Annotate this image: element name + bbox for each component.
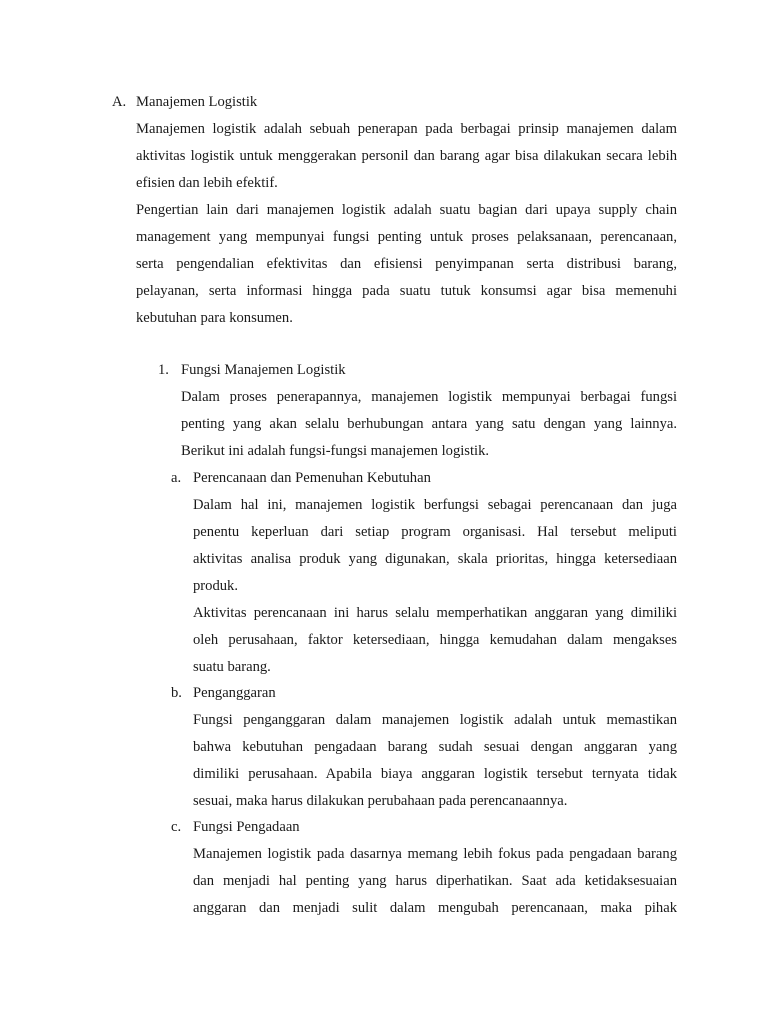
paragraph-line: kebutuhan para konsumen. — [136, 310, 293, 326]
section-a-marker: A. — [112, 94, 127, 110]
paragraph-line: management yang mempunyai fungsi penting untuk proses pelaksanaan, perencanaan, — [136, 229, 677, 245]
paragraph-line: Manajemen logistik pada dasarnya memang lebih fokus pada pengadaan barang — [193, 846, 677, 862]
paragraph-line: aktivitas analisa produk yang digunakan, skala prioritas, hingga ketersediaan — [193, 551, 677, 567]
paragraph-line: Dalam proses penerapannya, manajemen logistik mempunyai berbagai fungsi — [181, 389, 677, 405]
paragraph-line: dimiliki perusahaan. Apabila biaya anggaran logistik tersebut ternyata tidak — [193, 766, 677, 782]
paragraph-line: dan menjadi hal penting yang harus diperhatikan. Saat ada ketidaksesuaian — [193, 873, 677, 889]
item-b-heading: Penganggaran — [193, 685, 276, 701]
paragraph-line: penentu keperluan dari setiap program organisasi. Hal tersebut meliputi — [193, 524, 677, 540]
paragraph-line: efisien dan lebih efektif. — [136, 175, 278, 191]
item-1-marker: 1. — [158, 362, 169, 378]
paragraph-line: sesuai, maka harus dilakukan perubahaan pada perencanaannya. — [193, 793, 568, 809]
paragraph-line: Aktivitas perencanaan ini harus selalu memperhatikan anggaran yang dimiliki — [193, 605, 677, 621]
item-a-heading: Perencanaan dan Pemenuhan Kebutuhan — [193, 470, 431, 486]
item-c-marker: c. — [171, 819, 182, 835]
paragraph-line: Berikut ini adalah fungsi-fungsi manajemen logistik. — [181, 443, 490, 459]
paragraph-line: Manajemen logistik adalah sebuah penerapan pada berbagai prinsip manajemen dalam — [136, 121, 677, 137]
item-b-marker: b. — [171, 685, 182, 701]
paragraph-line: oleh perusahaan, faktor ketersediaan, hingga kemudahan dalam mengakses — [193, 632, 677, 648]
paragraph-line: Dalam hal ini, manajemen logistik berfungsi sebagai perencanaan dan juga — [193, 497, 677, 513]
paragraph-line: penting yang akan selalu berhubungan antara yang satu dengan yang lainnya. — [181, 416, 677, 432]
paragraph-line: Pengertian lain dari manajemen logistik adalah suatu bagian dari upaya supply chain — [136, 202, 677, 218]
paragraph-line: bahwa kebutuhan pengadaan barang sudah sesuai dengan anggaran yang — [193, 739, 677, 755]
item-c-heading: Fungsi Pengadaan — [193, 819, 300, 835]
paragraph-line: Fungsi penganggaran dalam manajemen logistik adalah untuk memastikan — [193, 712, 677, 728]
item-1-heading: Fungsi Manajemen Logistik — [181, 362, 346, 378]
paragraph-line: produk. — [193, 578, 238, 594]
item-a-marker: a. — [171, 470, 182, 486]
paragraph-line: anggaran dan menjadi sulit dalam mengubah perencanaan, maka pihak — [193, 900, 677, 916]
paragraph-line: suatu barang. — [193, 659, 271, 675]
paragraph-line: serta pengendalian efektivitas dan efisiensi penyimpanan serta distribusi barang, — [136, 256, 677, 272]
paragraph-line: aktivitas logistik untuk menggerakan personil dan barang agar bisa dilakukan secara lebih — [136, 148, 677, 164]
section-a-heading: Manajemen Logistik — [136, 94, 258, 110]
paragraph-line: pelayanan, serta informasi hingga pada suatu tutuk konsumsi agar bisa memenuhi — [136, 283, 677, 299]
